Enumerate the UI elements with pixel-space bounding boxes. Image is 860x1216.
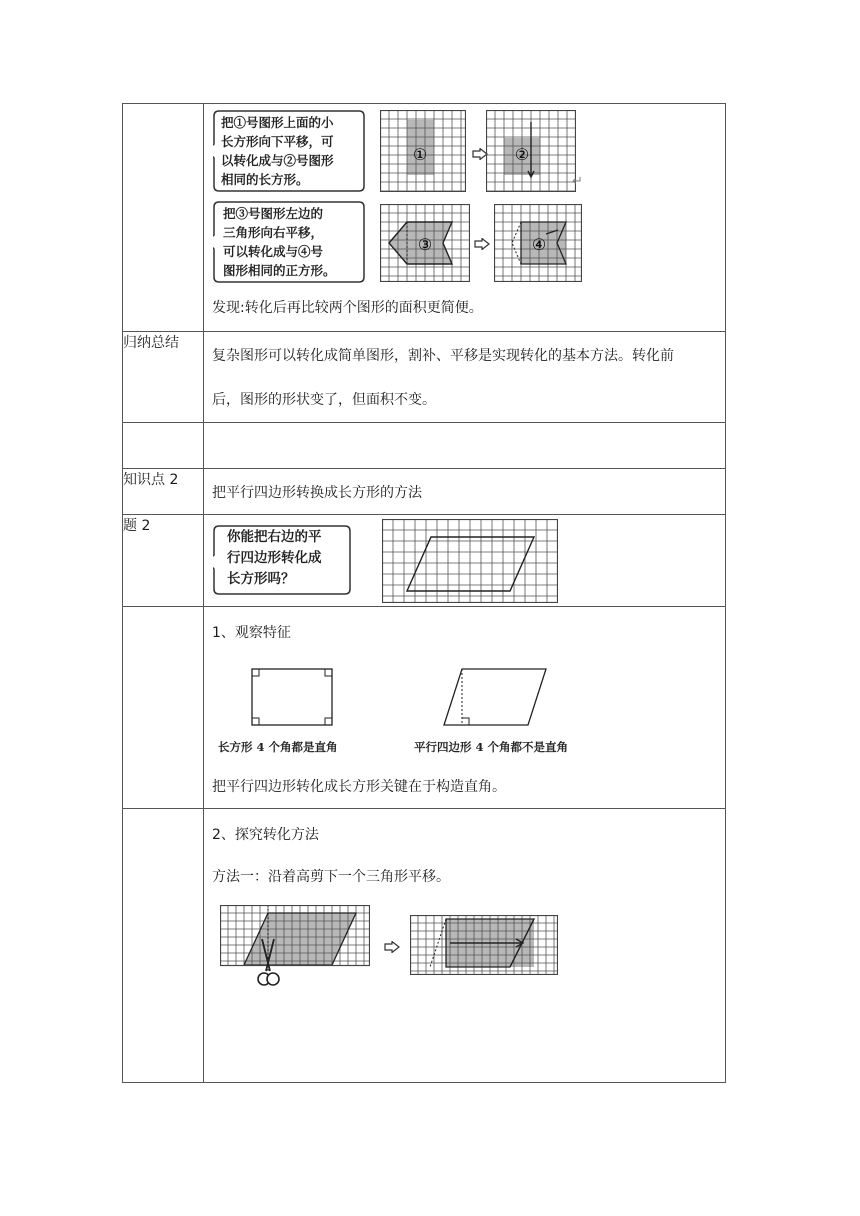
bubble-a-line: 长方形向下平移，可 xyxy=(221,134,334,149)
caption-rectangle: 长方形 4 个角都是直角 xyxy=(218,740,338,754)
scissors-icon xyxy=(256,935,280,991)
row1-label-cell xyxy=(123,104,204,332)
knowledge-point-text: 把平行四边形转换成长方形的方法 xyxy=(212,485,422,501)
row1-content-cell xyxy=(204,104,726,332)
hollow-right-arrow-icon xyxy=(384,941,400,953)
bubble-a-line: 把①号图形上面的小 xyxy=(221,115,334,130)
question-bubble xyxy=(213,525,351,595)
speech-bubble-a xyxy=(213,110,365,192)
observe-heading: 1、观察特征 xyxy=(212,625,291,641)
shape-label-4: ④ xyxy=(531,235,547,254)
row7-label-cell xyxy=(123,809,204,1083)
row2-content-cell xyxy=(204,332,726,423)
shape-label-3: ③ xyxy=(417,235,433,254)
row3-empty-label xyxy=(123,423,204,469)
method-one-text: 方法一：沿着高剪下一个三角形平移。 xyxy=(212,869,450,885)
bubble-b-line: 可以转化成与④号 xyxy=(223,244,324,259)
bubble-a-line: 以转化成与②号图形 xyxy=(221,153,334,168)
summary-line-1: 复杂图形可以转化成简单图形，割补、平移是实现转化的基本方法。转化前 xyxy=(212,348,674,364)
bubble-a-line: 相同的长方形。 xyxy=(221,172,309,187)
grid-parallelogram-question xyxy=(382,519,558,603)
discovery-text: 发现:转化后再比较两个图形的面积更简便。 xyxy=(212,300,483,316)
lesson-table xyxy=(122,103,726,1083)
return-mark-icon: ↵ xyxy=(572,174,583,189)
hollow-right-arrow-icon xyxy=(474,238,490,250)
question-line: 长方形吗？ xyxy=(227,571,295,587)
bubble-b-line: 把③号图形左边的 xyxy=(223,206,324,221)
shape-label-1: ① xyxy=(412,145,428,164)
observe-conclusion: 把平行四边形转化成长方形关键在于构造直角。 xyxy=(212,779,506,795)
row6-content-cell xyxy=(204,607,726,809)
bubble-b-line: 图形相同的正方形。 xyxy=(223,263,336,278)
grid-shape-1 xyxy=(380,110,466,192)
grid-shape-2 xyxy=(486,110,576,192)
row4-content-cell xyxy=(204,469,726,515)
row7-content-cell xyxy=(204,809,726,1083)
summary-line-2: 后，图形的形状变了，但面积不变。 xyxy=(212,392,436,408)
row6-label-cell xyxy=(123,607,204,809)
shape-label-2: ② xyxy=(514,145,530,164)
speech-bubble-b xyxy=(213,201,365,283)
row4-label: 知识点 2 xyxy=(123,469,204,515)
grid-shape-4 xyxy=(494,204,582,282)
caption-parallelogram: 平行四边形 4 个角都不是直角 xyxy=(414,740,569,754)
row3-empty-cell xyxy=(204,423,726,469)
grid-shape-3 xyxy=(380,204,470,282)
question-line: 你能把右边的平 xyxy=(227,529,322,545)
row2-label: 归纳总结 xyxy=(123,332,204,423)
row5-content-cell xyxy=(204,515,726,607)
explore-heading: 2、探究转化方法 xyxy=(212,827,319,843)
rectangle-figure xyxy=(248,667,338,729)
row5-label: 题 2 xyxy=(123,515,204,607)
question-line: 行四边形转化成 xyxy=(227,550,322,566)
grid-cut-figure xyxy=(220,905,370,987)
grid-shift-figure xyxy=(410,915,558,975)
parallelogram-figure xyxy=(442,667,552,729)
bubble-b-line: 三角形向右平移， xyxy=(223,225,324,240)
